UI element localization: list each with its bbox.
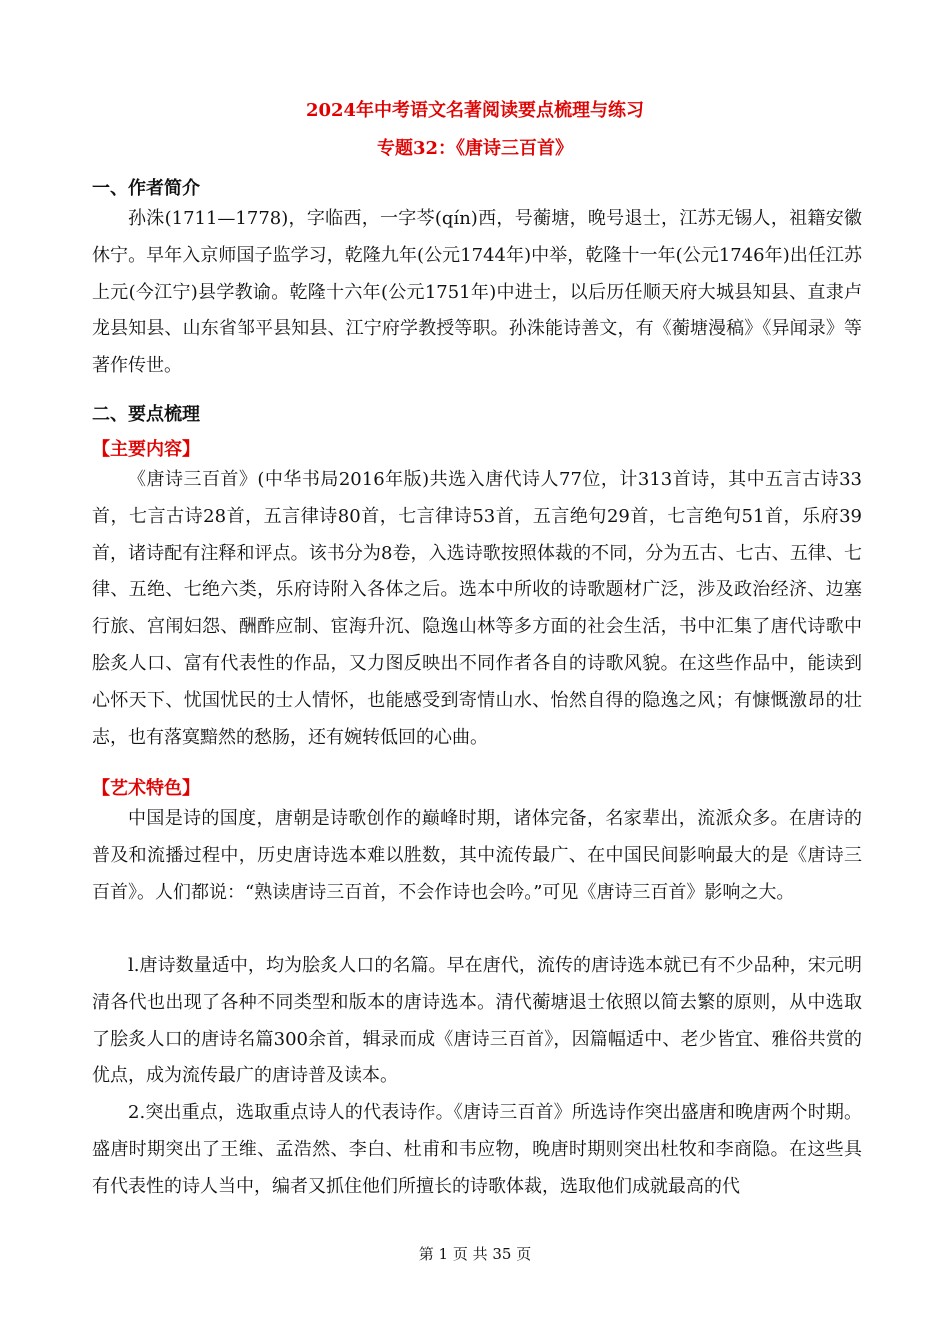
art-paragraph-2: l.唐诗数量适中，均为脍炙人口的名篇。早在唐代，流传的唐诗选本就已有不少品种，宋元明清各代也出现了各种不同类型和版本的唐诗选本。清代蘅塘退士依照以简去繁的原则，从中选取了脍炙人口的唐诗名篇300余首，辑录而成《唐诗三百首》，因篇幅适中、老少皆宜、雅俗共赏的优点，成为流传最广的唐诗普及读本。 (92, 955, 862, 1087)
main-content-tag: 【主要内容】 (92, 439, 200, 460)
section-heading-author: 一、作者简介 (92, 178, 200, 199)
document-title: 2024年中考语文名著阅读要点梳理与练习 (305, 100, 645, 121)
art-paragraph-3: 2.突出重点，选取重点诗人的代表诗作。《唐诗三百首》所选诗作突出盛唐和晚唐两个时期。盛唐时期突出了王维、孟浩然、李白、杜甫和韦应物，晚唐时期则突出杜牧和李商隐。在这些具有代表性的诗人当中，编者又抓住他们所擅长的诗歌体裁，选取他们成就最高的代 (92, 1102, 862, 1197)
art-features-tag: 【艺术特色】 (92, 778, 200, 799)
art-paragraph-1: 中国是诗的国度，唐朝是诗歌创作的巅峰时期，诸体完备，名家辈出，流派众多。在唐诗的普及和流播过程中，历史唐诗选本难以胜数，其中流传最广、在中国民间影响最大的是《唐诗三百首》。人们都说：“熟读唐诗三百首，不会作诗也会吟。”可见《唐诗三百首》影响之大。 (92, 808, 862, 903)
page-number-footer: 第 1 页 共 35 页 (418, 1245, 532, 1263)
author-paragraph: 孙洙(1711—1778)，字临西，一字芩(qín)西，号蘅塘，晚号退士，江苏无锡人，祖籍安徽休宁。早年入京师国子监学习，乾隆九年(公元1744年)中举，乾隆十一年(公元1746年)出任江苏上元(今江宁)县学教谕。乾隆十六年(公元1751年)中进士，以后历任顺天府大城县知县、直隶卢龙县知县、山东省邹平县知县、江宁府学教授等职。孙洙能诗善文，有《蘅塘漫稿》《异闻录》等著作传世。 (92, 208, 862, 377)
main-content-paragraph: 《唐诗三百首》(中华书局2016年版)共选入唐代诗人77位，计313首诗，其中五言古诗33首，七言古诗28首，五言律诗80首，七言律诗53首，五言绝句29首，七言绝句51首，乐府39首，诸诗配有注释和评点。该书分为8卷，入选诗歌按照体裁的不同，分为五古、七古、五律、七律、五绝、七绝六类，乐府诗附入各体之后。选本中所收的诗歌题材广泛，涉及政治经济、边塞行旅、宫闱妇怨、酬酢应制、宦海升沉、隐逸山林等多方面的社会生活，书中汇集了唐代诗歌中脍炙人口、富有代表性的作品，又力图反映出不同作者各自的诗歌风貌。在这些作品中，能读到心怀天下、忧国忧民的士人情怀，也能感受到寄情山水、怡然自得的隐逸之风；有慷慨激昂的壮志，也有落寞黯然的愁肠，还有婉转低回的心曲。 (92, 469, 862, 748)
section-heading-points: 二、要点梳理 (92, 404, 200, 425)
document-subtitle: 专题32：《唐诗三百首》 (376, 138, 574, 159)
